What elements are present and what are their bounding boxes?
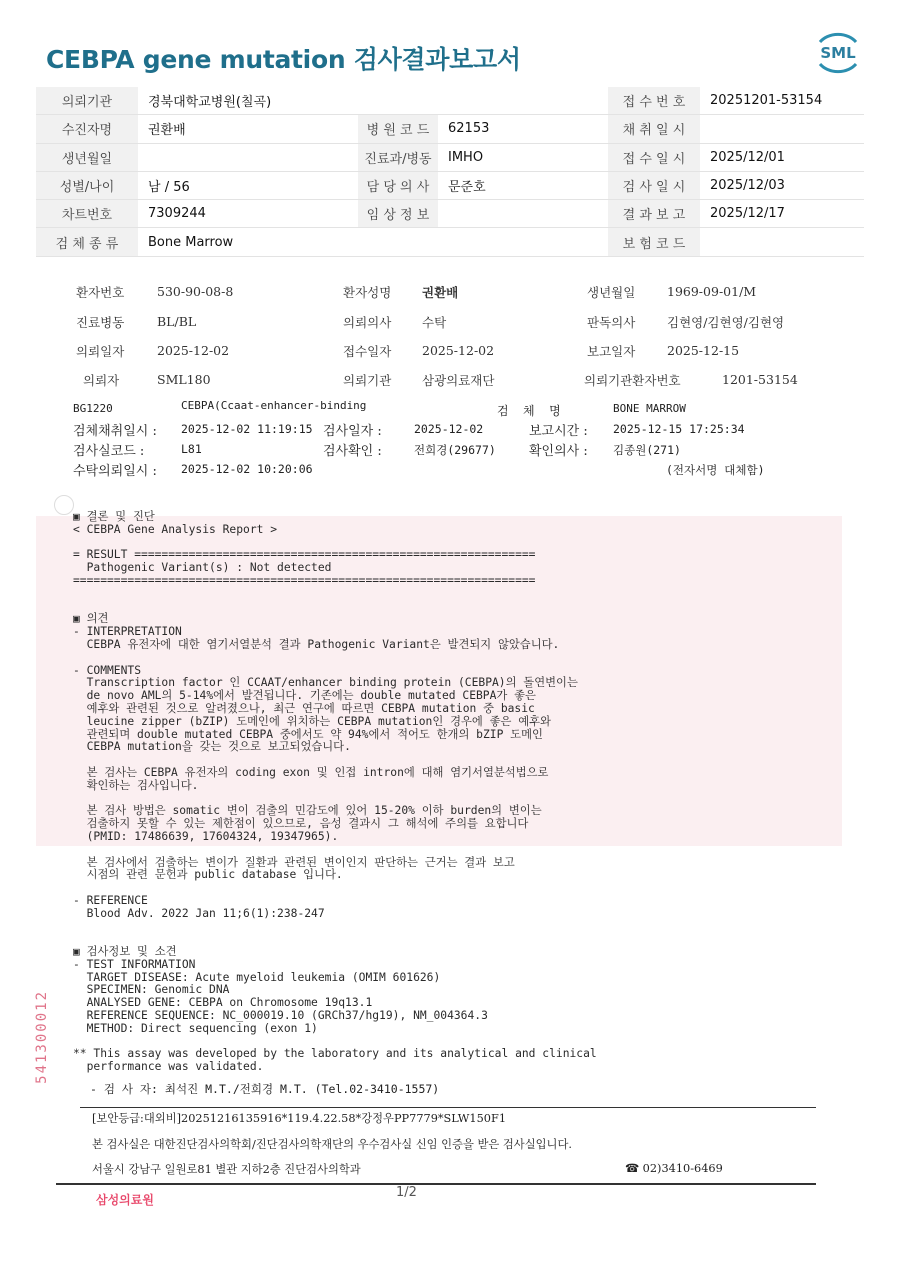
label-institution: 의뢰기관 bbox=[36, 87, 138, 115]
value: 김종원(271) bbox=[613, 443, 681, 457]
label-doctor: 담 당 의 사 bbox=[358, 171, 438, 199]
specimen-value: BONE MARROW bbox=[613, 402, 686, 415]
value-receipt-no: 20251201-53154 bbox=[700, 87, 864, 115]
label-birthdate: 생년월일 bbox=[36, 143, 138, 171]
label-receipt-date: 접 수 일 시 bbox=[608, 143, 700, 171]
label: 의뢰의사 bbox=[343, 315, 392, 330]
header-info-table bbox=[36, 87, 864, 257]
value: 2025-12-02 bbox=[414, 422, 484, 436]
label: 확인의사 : bbox=[529, 444, 588, 459]
label: 환자번호 bbox=[76, 285, 125, 300]
label-chart-no: 차트번호 bbox=[36, 200, 138, 228]
value: 수탁 bbox=[422, 315, 447, 330]
value-result-report: 2025/12/17 bbox=[700, 200, 864, 228]
label: 진료병동 bbox=[76, 315, 125, 330]
value: BL/BL bbox=[157, 314, 197, 329]
value-receipt-date: 2025/12/01 bbox=[700, 143, 864, 171]
hospital-logo-text: 삼성의료원 bbox=[96, 1193, 154, 1207]
page-number: 1/2 bbox=[396, 1185, 417, 1200]
value-test-date: 2025/12/03 bbox=[700, 171, 864, 199]
table-row bbox=[36, 228, 864, 256]
label-clinical-info: 임 상 정 보 bbox=[358, 200, 438, 228]
value-doctor: 문준호 bbox=[438, 171, 608, 199]
label-department: 진료과/병동 bbox=[358, 143, 438, 171]
e-signature-note: (전자서명 대체함) bbox=[666, 463, 765, 477]
label-receipt-no: 접 수 번 호 bbox=[608, 87, 700, 115]
label: 검사확인 : bbox=[323, 444, 382, 459]
label-collection-time: 채 취 일 시 bbox=[608, 115, 700, 143]
divider bbox=[80, 1107, 816, 1108]
tester-info: - 검 사 자: 최석진 M.T./전희경 M.T. (Tel.02-3410-1557) bbox=[90, 1082, 440, 1096]
value: 2025-12-02 11:19:15 bbox=[181, 422, 313, 436]
label: 의뢰기관 bbox=[343, 373, 392, 388]
value: 1201-53154 bbox=[722, 372, 798, 387]
value: 권환배 bbox=[422, 285, 459, 300]
sml-logo bbox=[812, 30, 864, 76]
value: L81 bbox=[181, 442, 202, 456]
value-patient-name: 권환배 bbox=[138, 115, 358, 143]
table-row bbox=[36, 200, 864, 228]
svg-text:SML: SML bbox=[820, 44, 856, 62]
label: 보고일자 bbox=[587, 344, 636, 359]
label: 환자성명 bbox=[343, 285, 392, 300]
label: 검체채취일시 : bbox=[73, 424, 157, 439]
table-row bbox=[36, 171, 864, 199]
value-chart-no: 7309244 bbox=[138, 200, 358, 228]
specimen-label: 검 체 명 bbox=[497, 404, 561, 418]
label-test-date: 검 사 일 시 bbox=[608, 171, 700, 199]
label: 의뢰기관환자번호 bbox=[584, 373, 681, 388]
label-hospital-code: 병 원 코 드 bbox=[358, 115, 438, 143]
label: 판독의사 bbox=[587, 315, 636, 330]
value-insurance-code bbox=[700, 228, 864, 256]
label-patient-name: 수진자명 bbox=[36, 115, 138, 143]
test-name: CEBPA(Ccaat-enhancer-binding bbox=[181, 399, 367, 412]
test-code: BG1220 bbox=[73, 402, 113, 415]
label-specimen-type: 검 체 종 류 bbox=[36, 228, 138, 256]
label: 의뢰일자 bbox=[76, 344, 125, 359]
label-insurance-code: 보 험 코 드 bbox=[608, 228, 700, 256]
value: 2025-12-02 bbox=[157, 343, 230, 358]
value: 김현영/김현영/김현영 bbox=[667, 315, 785, 330]
value: 전희경(29677) bbox=[414, 443, 496, 457]
report-body: ▣ 결론 및 진단 < CEBPA Gene Analysis Report > = RESULT =========================================================== Pathogenic Variant(s) : Not detected ==================================================================== ▣ 의견 - INTERPRETATION CEBPA 유전자에 대한 염기서열분석 결과 Pathogenic Variant은 발견되지 않았습니다. - COMMENTS Transcription factor 인 CCAAT/enhancer binding protein (CEBPA)의 돌연변이는 de novo AML의 5-14%에서 발견됩니다. 기존에는 double mutated CEBPA가 좋은 예후와 관련된 것으로 알려졌으나, 최근 연구에 따르면 CEBPA mutation 중 basic leucine zipper (bZIP) 도메인에 위치하는 CEBPA mutation인 경우에 좋은 예후와 관련되며 double mutated CEBPA 중에서도 약 94%에서 적어도 한개의 bZIP 도메인 CEBPA mutation을 갖는 것으로 보고되었습니다. 본 검사는 CEBPA 유전자의 coding exon 및 인접 intron에 대해 염기서열분석법으로 확인하는 검사입니다. 본 검사 방법은 somatic 변이 검출의 민감도에 있어 15-20% 이하 burden의 변이는 검출하지 못할 수 있는 제한점이 있으므로, 음성 결과시 그 해석에 주의를 요합니다 (PMID: 17486639, 17604324, 19347965). 본 검사에서 검출하는 변이가 질환과 관련된 변이인지 판단하는 근거는 결과 보고 시점의 관련 문헌과 public database 입니다. - REFERENCE Blood Adv. 2022 Jan 11;6(1):238-247 ▣ 검사정보 및 소견 - TEST INFORMATION TARGET DISEASE: Acute myeloid leukemia (OMIM 601626) SPECIMEN: Genomic DNA ANALYSED GENE: CEBPA on Chromosome 19q13.1 REFERENCE SEQUENCE: NC_000019.10 (GRCh37/hg19), NM_004364.3 METHOD: Direct sequencing (exon 1) ** This assay was developed by the laboratory and its analytical and clinical performance was validated. bbox=[73, 510, 597, 1074]
value: 2025-12-02 bbox=[422, 343, 495, 358]
value-collection-time bbox=[700, 115, 864, 143]
document-serial-vertical: 541300012 bbox=[34, 990, 50, 1084]
value-specimen-type: Bone Marrow bbox=[138, 228, 608, 256]
security-line: [보안등급:대외비]20251216135916*119.4.22.58*강정우PP7779*SLW150F1 bbox=[92, 1112, 507, 1125]
value-clinical-info bbox=[438, 200, 608, 228]
value: 1969-09-01/M bbox=[667, 284, 757, 299]
value: 530-90-08-8 bbox=[157, 284, 234, 299]
value: 삼광의료재단 bbox=[422, 373, 495, 388]
value-hospital-code: 62153 bbox=[438, 115, 608, 143]
label: 검사실코드 : bbox=[73, 444, 145, 459]
value: 2025-12-02 10:20:06 bbox=[181, 462, 313, 476]
table-row bbox=[36, 87, 864, 115]
label: 접수일자 bbox=[343, 344, 392, 359]
value-department: IMHO bbox=[438, 143, 608, 171]
label-sex-age: 성별/나이 bbox=[36, 171, 138, 199]
label: 검사일자 : bbox=[323, 424, 382, 439]
sml-logo-icon bbox=[812, 30, 864, 76]
lab-phone: ☎ 02)3410-6469 bbox=[625, 1162, 723, 1175]
value: SML180 bbox=[157, 372, 211, 387]
certification-text: 본 검사실은 대한진단검사의학회/진단검사의학재단의 우수검사실 신임 인증을 받은 검사실입니다. bbox=[92, 1138, 572, 1151]
label: 의뢰자 bbox=[83, 373, 120, 388]
punch-hole bbox=[54, 495, 74, 515]
value: 2025-12-15 bbox=[667, 343, 740, 358]
page-title: CEBPA gene mutation 검사결과보고서 bbox=[46, 45, 521, 74]
value-birthdate bbox=[138, 143, 358, 171]
label: 생년월일 bbox=[587, 285, 636, 300]
table-row bbox=[36, 143, 864, 171]
table-row bbox=[36, 115, 864, 143]
label: 보고시간 : bbox=[529, 424, 588, 439]
label: 수탁의뢰일시 : bbox=[73, 464, 157, 479]
lab-address: 서울시 강남구 일원로81 별관 지하2층 진단검사의학과 bbox=[92, 1163, 361, 1176]
divider bbox=[56, 1183, 816, 1185]
value-institution: 경북대학교병원(칠곡) bbox=[138, 87, 608, 115]
value-sex-age: 남 / 56 bbox=[138, 171, 358, 199]
value: 2025-12-15 17:25:34 bbox=[613, 422, 745, 436]
label-result-report: 결 과 보 고 bbox=[608, 200, 700, 228]
